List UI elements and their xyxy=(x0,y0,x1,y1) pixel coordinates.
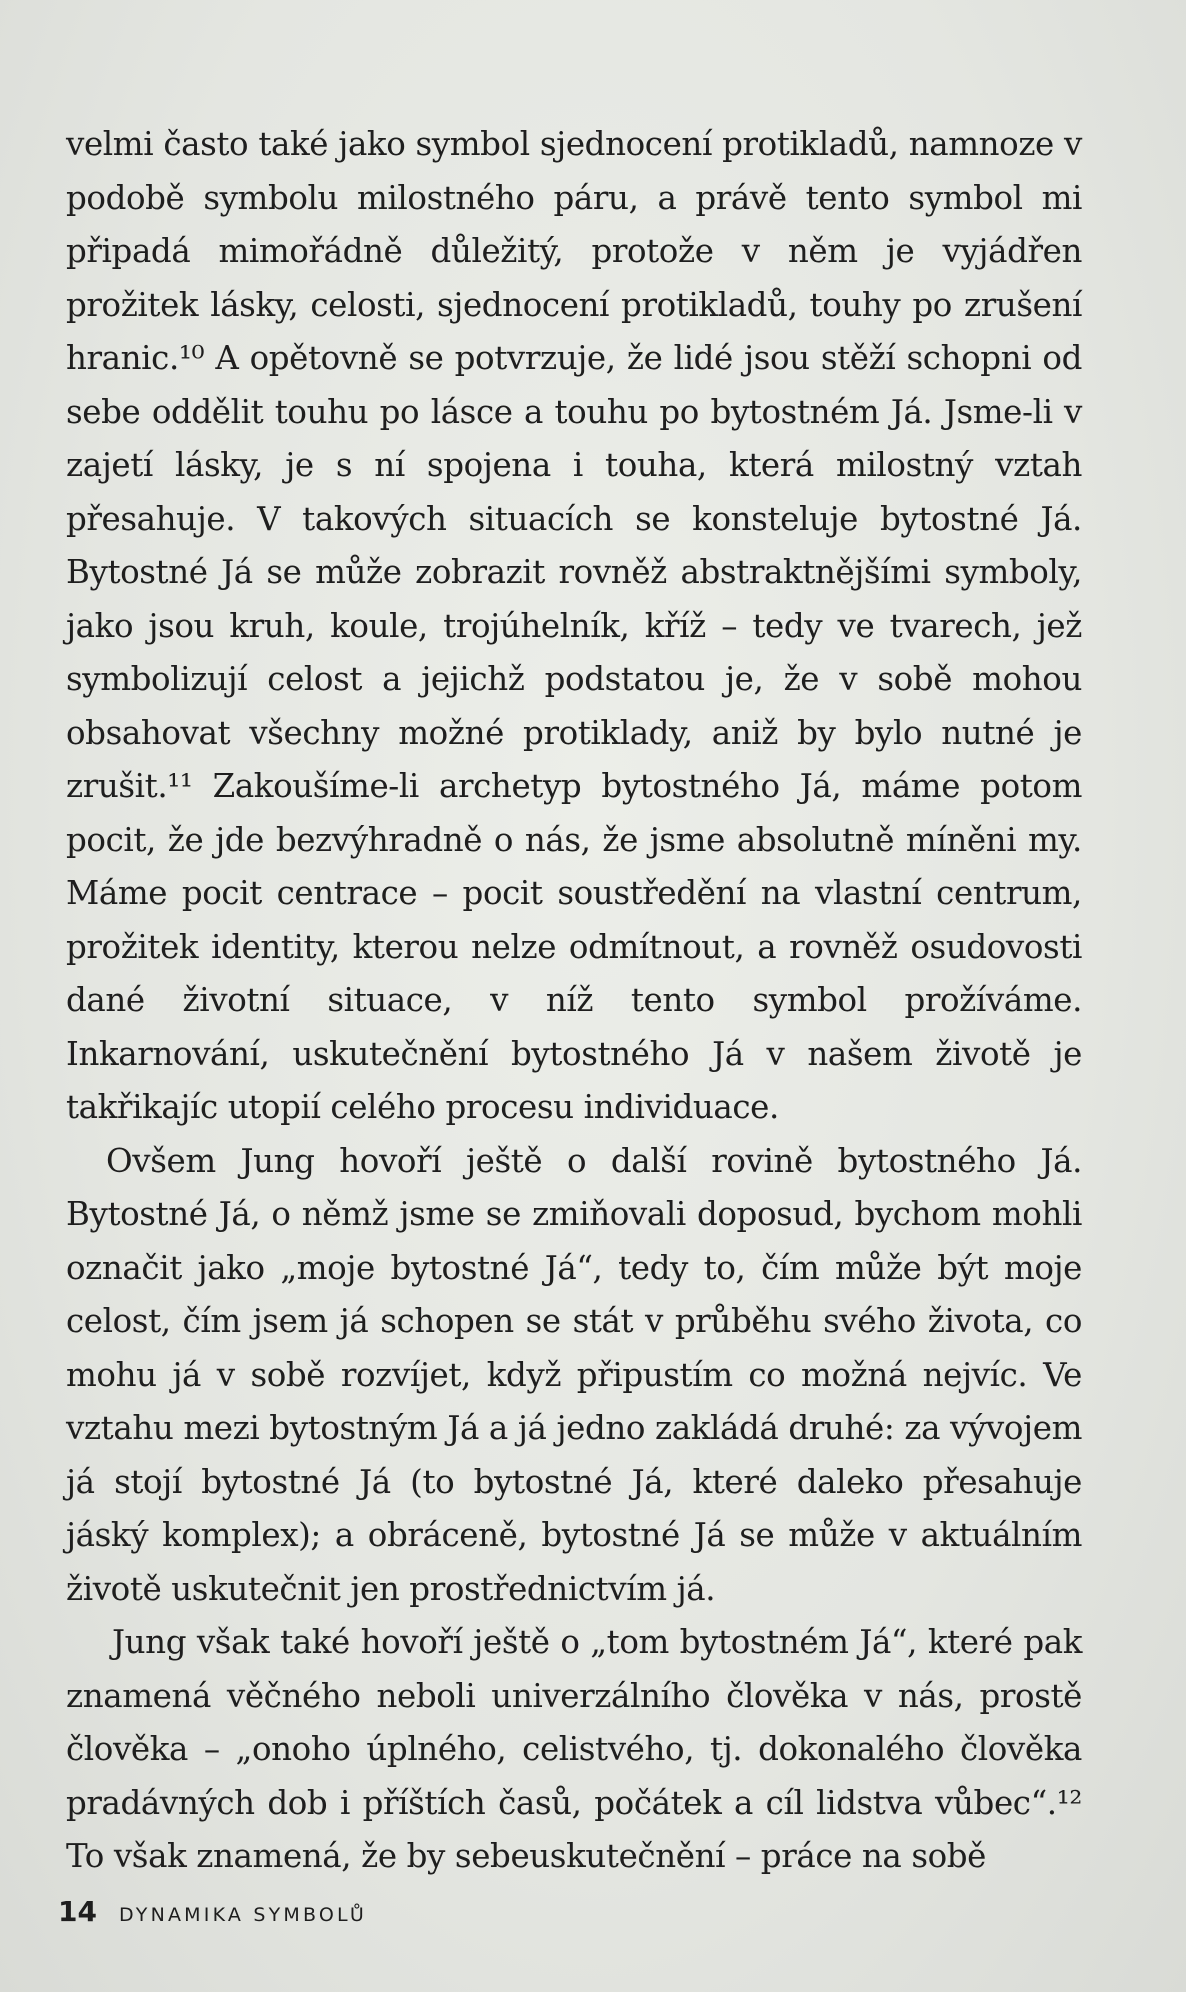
page-number: 14 xyxy=(58,1895,97,1928)
paragraph-2: Ovšem Jung hovoří ještě o další rovině bytostného Já. Bytostné Já, o němž jsme se zmiňovali doposud, bychom mohli označit jako „moje bytostné Já“, tedy to, čím může být moje celost, čím jsem já schopen se stát v průběhu svého života, co mohu já v sobě rozvíjet, když připustím co možná nejvíc. Ve vztahu mezi bytostným Já a já jedno zakládá druhé: za vývojem já stojí bytostné Já (to bytostné Já, které daleko přesahuje jáský komplex); a obráceně, bytostné Já se může v aktuálním životě uskutečnit jen prostřednictvím já. xyxy=(66,1141,1082,1608)
page-footer xyxy=(58,1895,367,1928)
paragraph-1: velmi často také jako symbol sjednocení protikladů, namnoze v podobě symbolu milostného páru, a právě tento symbol mi připadá mimořádně důležitý, protože v něm je vyjádřen prožitek lásky, celosti, sjednocení protikladů, touhy po zrušení hranic.¹⁰ A opětovně se potvrzuje, že lidé jsou stěží schopni od sebe oddělit touhu po lásce a touhu po bytostném Já. Jsme-li v zajetí lásky, je s ní spojena i touha, která milostný vztah přesahuje. V takových situacích se konsteluje bytostné Já. Bytostné Já se může zobrazit rovněž abstraktnějšími symboly, jako jsou kruh, koule, trojúhelník, kříž – tedy ve tvarech, jež symbolizují celost a jejichž podstatou je, že v sobě mohou obsahovat všechny možné protiklady, aniž by bylo nutné je zrušit.¹¹ Zakoušíme-li archetyp bytostného Já, máme potom pocit, že jde bezvýhradně o nás, že jsme absolutně míněni my. Máme pocit centrace – pocit soustředění na vlastní centrum, prožitek identity, kterou nelze odmítnout, a rovněž osudovosti dané životní situace, v níž tento symbol prožíváme. Inkarnování, uskutečnění bytostného Já v našem životě je takřikajíc utopií celého procesu individuace. xyxy=(66,125,1082,1126)
body-text xyxy=(66,118,1082,1884)
running-title: DYNAMIKA SYMBOLŮ xyxy=(118,1904,367,1926)
paragraph-3: Jung však také hovoří ještě o „tom bytostném Já“, které pak znamená věčného neboli univerzálního člověka v nás, prostě člověka – „onoho úplného, celistvého, tj. dokonalého člověka pradávných dob i příštích časů, počátek a cíl lidstva vůbec“.¹² To však znamená, že by sebeuskutečnění – práce na sobě xyxy=(66,1623,1082,1875)
